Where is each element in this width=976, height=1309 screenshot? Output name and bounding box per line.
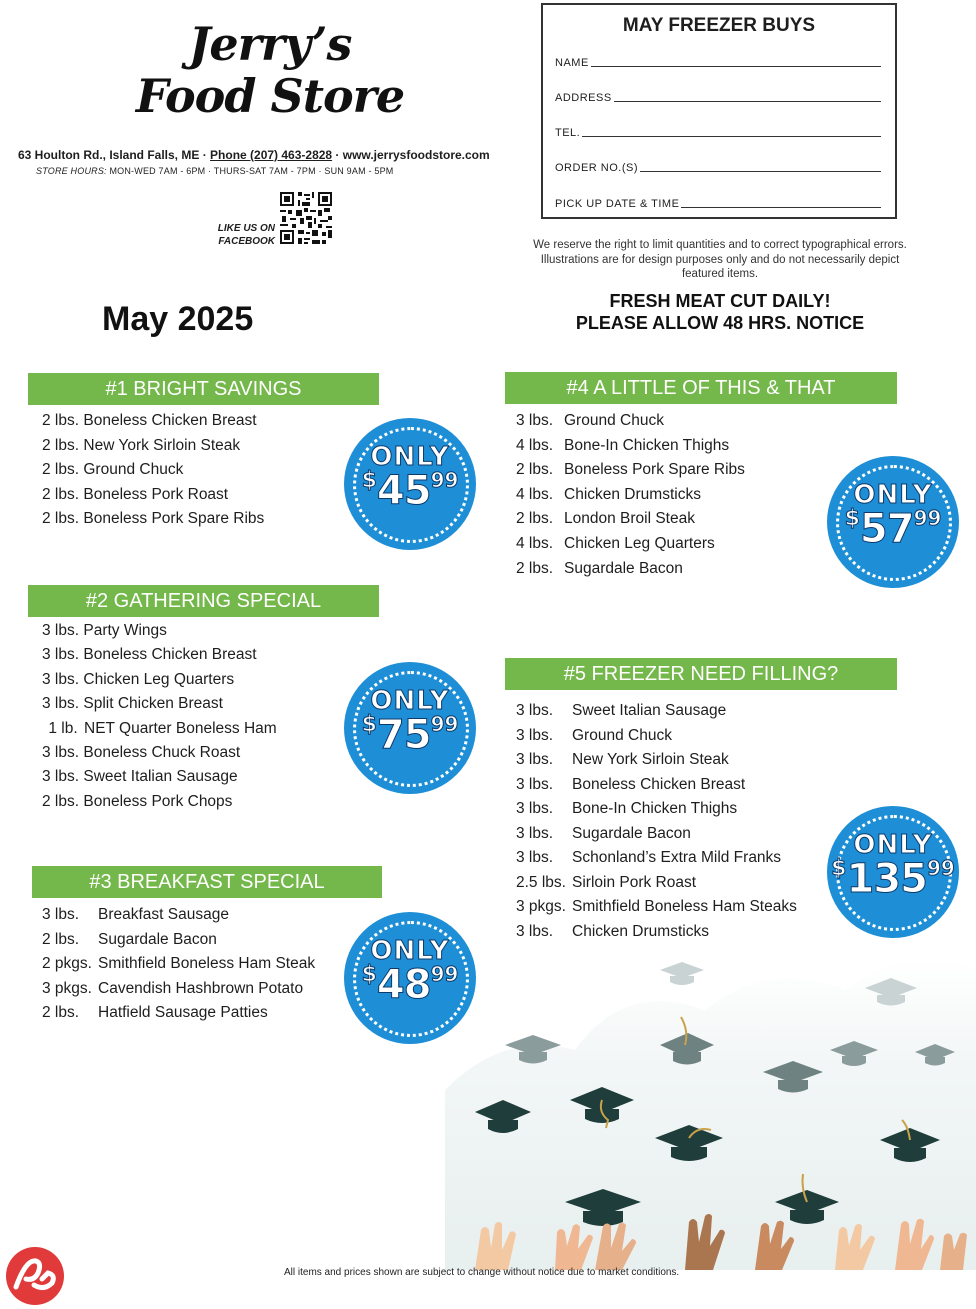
special-1-banner: #1 BRIGHT SAVINGS — [28, 373, 379, 405]
list-item: 3 lbs. Breakfast Sausage — [42, 906, 229, 923]
list-item: 3 lbs. Ground Chuck — [516, 726, 672, 744]
hours-label: STORE HOURS: — [36, 166, 107, 176]
fresh-meat-notice — [530, 290, 910, 334]
list-item: 2 lbs. Boneless Pork Chops — [42, 792, 233, 810]
list-item: 4 lbs. Bone-In Chicken Thighs — [516, 436, 730, 454]
list-item: 2 lbs. New York Sirloin Steak — [42, 436, 241, 454]
special-5-list — [516, 702, 797, 947]
hours-text: MON-WED 7AM - 6PM · THURS-SAT 7AM - 7PM · SUN 9AM - 5PM — [106, 166, 394, 176]
list-item: 3 lbs. Bone-In Chicken Thighs — [516, 800, 738, 817]
address-text: 63 Houlton Rd., Island Falls, ME · — [18, 148, 211, 162]
list-item: 3 lbs. Sweet Italian Sausage — [516, 702, 727, 719]
price-badge-4 — [827, 456, 959, 588]
list-item: 2 lbs. Boneless Pork Spare Ribs — [42, 510, 265, 527]
price-badge-5 — [827, 806, 959, 938]
list-item: 3 lbs. Ground Chuck — [516, 412, 664, 429]
list-item: 3 lbs. Party Wings — [42, 622, 167, 639]
special-3-banner: #3 BREAKFAST SPECIAL — [32, 866, 382, 898]
list-item: 3 lbs. Schonland’s Extra Mild Franks — [516, 849, 782, 866]
order-form — [541, 3, 897, 219]
list-item: 2 pkgs. Smithfield Boneless Ham Steak — [42, 955, 316, 972]
badge-only: ONLY — [370, 442, 450, 472]
pickup-date-field[interactable]: PICK UP DATE & TIME — [555, 194, 881, 210]
footer-disclaimer: All items and prices shown are subject to change without notice due to market conditions. — [284, 1267, 680, 1278]
special-4-list — [516, 412, 745, 584]
list-item: 2 lbs. Sugardale Bacon — [516, 559, 683, 577]
store-logo — [120, 18, 420, 122]
badge-only: ONLY — [853, 480, 933, 510]
tel-field[interactable]: TEL. — [555, 123, 881, 139]
store-name-line1: Jerry’s — [188, 17, 352, 71]
list-item: 2 lbs. Boneless Pork Roast — [42, 485, 229, 503]
special-4-banner: #4 A LITTLE OF THIS & THAT — [505, 372, 897, 404]
facebook-line1: LIKE US ON — [217, 223, 275, 234]
list-item: 2 lbs. Boneless Chicken Breast — [42, 412, 257, 429]
special-3-list — [42, 906, 315, 1029]
store-hours — [36, 166, 393, 176]
badge-only: ONLY — [853, 830, 933, 860]
special-2-list — [42, 622, 277, 817]
list-item: 3 lbs. Chicken Leg Quarters — [42, 670, 235, 688]
special-2-banner: #2 GATHERING SPECIAL — [28, 585, 379, 617]
list-item: 3 lbs. Split Chicken Breast — [42, 695, 223, 713]
list-item: 3 lbs. Sugardale Bacon — [516, 824, 691, 842]
notice-line2: PLEASE ALLOW 48 HRS. NOTICE — [575, 313, 865, 333]
store-address — [18, 148, 490, 162]
disclaimer: We reserve the right to limit quantities and to correct typographical errors. Illustrations are for design purposes only and do not necessarily depict featured items. — [533, 239, 907, 280]
list-item: 2 lbs. Boneless Pork Spare Ribs — [516, 461, 745, 479]
list-item: 3 pkgs. Cavendish Hashbrown Potato — [42, 979, 304, 997]
qr-code-icon[interactable] — [278, 190, 334, 246]
special-1-list — [42, 412, 264, 535]
badge-price: $4899 — [361, 962, 459, 1008]
price-badge-2 — [344, 662, 476, 794]
phone-link[interactable]: Phone (207) 463-2828 — [210, 148, 333, 162]
website-link[interactable]: · www.jerrysfoodstore.com — [332, 148, 490, 162]
list-item: 2 lbs. London Broil Steak — [516, 510, 695, 528]
name-field[interactable]: NAME — [555, 53, 881, 69]
notice-line1: FRESH MEAT CUT DAILY! — [609, 291, 831, 311]
month-heading: May 2025 — [102, 300, 254, 338]
list-item: 3 lbs. New York Sirloin Steak — [516, 751, 729, 768]
facebook-callout — [200, 222, 275, 248]
list-item: 3 lbs. Sweet Italian Sausage — [42, 768, 238, 786]
store-name-line2: Food Store — [135, 69, 405, 123]
list-item: 3 pkgs. Smithfield Boneless Ham Steaks — [516, 898, 797, 915]
list-item: 2 lbs. Sugardale Bacon — [42, 930, 217, 948]
facebook-line2: FACEBOOK — [218, 236, 275, 247]
list-item: 2.5 lbs. Sirloin Pork Roast — [516, 873, 697, 891]
list-item: 4 lbs. Chicken Drumsticks — [516, 485, 701, 503]
order-form-title: MAY FREEZER BUYS — [622, 15, 816, 36]
ag-logo-icon — [4, 1245, 66, 1307]
badge-price: $4599 — [361, 468, 459, 514]
list-item: 3 lbs. Boneless Chicken Breast — [42, 646, 257, 664]
list-item: 3 lbs. Chicken Drumsticks — [516, 922, 709, 940]
list-item: 1 lb. NET Quarter Boneless Ham — [48, 719, 277, 737]
list-item: 3 lbs. Boneless Chuck Roast — [42, 743, 241, 761]
list-item: 2 lbs. Hatfield Sausage Patties — [42, 1004, 268, 1021]
list-item: 2 lbs. Ground Chuck — [42, 461, 184, 478]
badge-only: ONLY — [370, 936, 450, 966]
badge-only: ONLY — [370, 686, 450, 716]
badge-price: $7599 — [361, 712, 459, 758]
badge-price: $13599 — [831, 856, 955, 902]
graduation-caps-illustration — [445, 940, 976, 1270]
list-item: 4 lbs. Chicken Leg Quarters — [516, 534, 715, 552]
badge-price: $5799 — [844, 506, 942, 552]
address-field[interactable]: ADDRESS — [555, 88, 881, 104]
list-item: 3 lbs. Boneless Chicken Breast — [516, 775, 746, 793]
special-5-banner: #5 FREEZER NEED FILLING? — [505, 658, 897, 690]
price-badge-1 — [344, 418, 476, 550]
order-number-field[interactable]: ORDER NO.(S) — [555, 158, 881, 174]
